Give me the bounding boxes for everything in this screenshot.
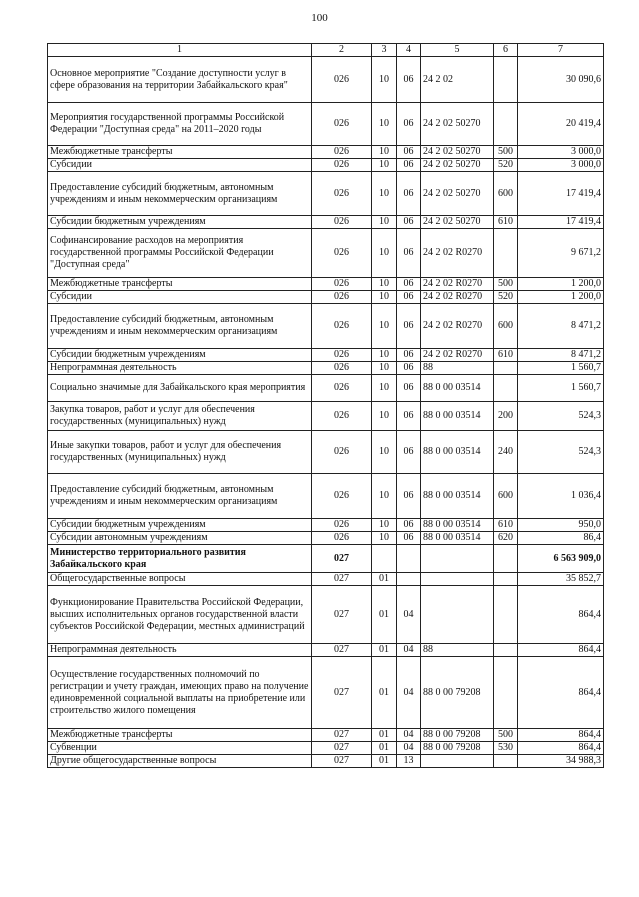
- row-expense-type: [494, 375, 518, 402]
- table-row: [48, 742, 604, 755]
- row-target-article: 24 2 02 R0270: [421, 304, 494, 349]
- row-section-code: 10: [372, 304, 397, 349]
- row-amount: 17 419,4: [518, 172, 604, 216]
- row-name: Субсидии автономным учреждениям: [48, 532, 312, 545]
- row-amount: 17 419,4: [518, 216, 604, 229]
- row-name: Закупка товаров, работ и услуг для обеспечения государственных (муниципальных) нужд: [48, 402, 312, 431]
- row-name: Субсидии бюджетным учреждениям: [48, 216, 312, 229]
- row-name: Софинансирование расходов на мероприятия государственной программы Российской Федерации "Доступная среда": [48, 229, 312, 278]
- row-subsection-code: 06: [397, 532, 421, 545]
- row-section-code: 01: [372, 755, 397, 768]
- row-subsection-code: [397, 545, 421, 573]
- row-target-article: 88: [421, 644, 494, 657]
- row-subsection-code: 06: [397, 291, 421, 304]
- row-expense-type: [494, 573, 518, 586]
- row-target-article: [421, 545, 494, 573]
- row-department-code: 026: [312, 216, 372, 229]
- row-target-article: 24 2 02 R0270: [421, 291, 494, 304]
- row-amount: 950,0: [518, 519, 604, 532]
- row-department-code: 027: [312, 657, 372, 729]
- row-expense-type: [494, 586, 518, 644]
- row-section-code: 10: [372, 103, 397, 146]
- table-row: [48, 474, 604, 519]
- row-name: Межбюджетные трансферты: [48, 278, 312, 291]
- row-name: Предоставление субсидий бюджетным, автономным учреждениям и иным некоммерческим организациям: [48, 304, 312, 349]
- row-target-article: 24 2 02 50270: [421, 216, 494, 229]
- row-section-code: 10: [372, 474, 397, 519]
- row-amount: 6 563 909,0: [518, 545, 604, 573]
- row-target-article: 24 2 02 R0270: [421, 229, 494, 278]
- row-department-code: 026: [312, 103, 372, 146]
- row-target-article: 24 2 02 R0270: [421, 278, 494, 291]
- row-section-code: 10: [372, 278, 397, 291]
- row-expense-type: [494, 545, 518, 573]
- row-section-code: 10: [372, 57, 397, 103]
- row-name: Осуществление государственных полномочий по регистрации и учету граждан, имеющих право на получение единовременной социальной выплаты на приобретение или строительство жилого помещения: [48, 657, 312, 729]
- row-department-code: 026: [312, 159, 372, 172]
- table-row: [48, 729, 604, 742]
- table-row: [48, 57, 604, 103]
- row-amount: 1 560,7: [518, 375, 604, 402]
- row-amount: 8 471,2: [518, 349, 604, 362]
- row-name: Субвенции: [48, 742, 312, 755]
- row-target-article: 88 0 00 03514: [421, 532, 494, 545]
- column-number-row: [48, 44, 604, 57]
- row-subsection-code: 06: [397, 57, 421, 103]
- row-amount: 34 988,3: [518, 755, 604, 768]
- table-row: [48, 216, 604, 229]
- row-expense-type: [494, 644, 518, 657]
- row-subsection-code: 06: [397, 146, 421, 159]
- row-amount: 30 090,6: [518, 57, 604, 103]
- table-row: [48, 644, 604, 657]
- row-target-article: 88 0 00 03514: [421, 474, 494, 519]
- row-name: Субсидии бюджетным учреждениям: [48, 349, 312, 362]
- table-row: [48, 375, 604, 402]
- row-subsection-code: 06: [397, 229, 421, 278]
- row-expense-type: 520: [494, 159, 518, 172]
- row-department-code: 026: [312, 304, 372, 349]
- row-target-article: 24 2 02 50270: [421, 103, 494, 146]
- row-name: Иные закупки товаров, работ и услуг для обеспечения государственных (муниципальных) нужд: [48, 431, 312, 474]
- row-section-code: 01: [372, 742, 397, 755]
- row-subsection-code: 06: [397, 474, 421, 519]
- row-amount: 1 036,4: [518, 474, 604, 519]
- row-department-code: 027: [312, 742, 372, 755]
- row-expense-type: [494, 657, 518, 729]
- row-subsection-code: 06: [397, 519, 421, 532]
- table-row: [48, 278, 604, 291]
- row-expense-type: 240: [494, 431, 518, 474]
- row-target-article: 88 0 00 79208: [421, 729, 494, 742]
- row-department-code: 026: [312, 532, 372, 545]
- row-expense-type: [494, 755, 518, 768]
- row-subsection-code: 04: [397, 586, 421, 644]
- row-target-article: 88 0 00 03514: [421, 375, 494, 402]
- row-expense-type: 610: [494, 519, 518, 532]
- row-department-code: 026: [312, 57, 372, 103]
- row-subsection-code: 06: [397, 278, 421, 291]
- row-name: Межбюджетные трансферты: [48, 146, 312, 159]
- table-row: [48, 172, 604, 216]
- row-section-code: 10: [372, 291, 397, 304]
- row-section-code: [372, 545, 397, 573]
- row-subsection-code: 04: [397, 657, 421, 729]
- row-department-code: 026: [312, 474, 372, 519]
- table-row: [48, 402, 604, 431]
- column-number: 6: [494, 44, 518, 57]
- row-section-code: 10: [372, 349, 397, 362]
- row-target-article: [421, 755, 494, 768]
- row-expense-type: [494, 362, 518, 375]
- row-subsection-code: 06: [397, 349, 421, 362]
- row-amount: 1 200,0: [518, 291, 604, 304]
- row-department-code: 026: [312, 172, 372, 216]
- column-number: 7: [518, 44, 604, 57]
- row-expense-type: 610: [494, 216, 518, 229]
- row-section-code: 10: [372, 402, 397, 431]
- row-section-code: 10: [372, 375, 397, 402]
- column-number: 4: [397, 44, 421, 57]
- row-name: Непрограммная деятельность: [48, 644, 312, 657]
- table-row: [48, 146, 604, 159]
- table-row: [48, 362, 604, 375]
- row-subsection-code: 04: [397, 742, 421, 755]
- row-expense-type: 200: [494, 402, 518, 431]
- row-subsection-code: 06: [397, 375, 421, 402]
- row-target-article: 88: [421, 362, 494, 375]
- row-expense-type: 500: [494, 278, 518, 291]
- row-amount: 1 200,0: [518, 278, 604, 291]
- row-department-code: 026: [312, 349, 372, 362]
- table-row: [48, 755, 604, 768]
- row-amount: 20 419,4: [518, 103, 604, 146]
- row-amount: 86,4: [518, 532, 604, 545]
- table-row: [48, 349, 604, 362]
- row-target-article: 24 2 02 R0270: [421, 349, 494, 362]
- row-department-code: 027: [312, 729, 372, 742]
- column-number: 5: [421, 44, 494, 57]
- row-expense-type: 600: [494, 172, 518, 216]
- row-section-code: 10: [372, 519, 397, 532]
- row-name: Социально значимые для Забайкальского края мероприятия: [48, 375, 312, 402]
- row-expense-type: [494, 57, 518, 103]
- row-name: Функционирование Правительства Российской Федерации, высших исполнительных органов государственной власти субъектов Российской Федерации, местных администраций: [48, 586, 312, 644]
- row-name: Другие общегосударственные вопросы: [48, 755, 312, 768]
- row-expense-type: [494, 103, 518, 146]
- column-number: 1: [48, 44, 312, 57]
- row-expense-type: 520: [494, 291, 518, 304]
- row-section-code: 01: [372, 573, 397, 586]
- column-number: 3: [372, 44, 397, 57]
- row-section-code: 10: [372, 146, 397, 159]
- row-target-article: 88 0 00 79208: [421, 742, 494, 755]
- row-expense-type: 610: [494, 349, 518, 362]
- table-row: [48, 103, 604, 146]
- row-department-code: 027: [312, 755, 372, 768]
- row-section-code: 10: [372, 229, 397, 278]
- row-name: Субсидии: [48, 159, 312, 172]
- row-amount: 864,4: [518, 729, 604, 742]
- budget-table: [47, 43, 604, 768]
- table-row: [48, 159, 604, 172]
- row-subsection-code: 06: [397, 172, 421, 216]
- row-amount: 3 000,0: [518, 159, 604, 172]
- row-section-code: 10: [372, 431, 397, 474]
- row-target-article: 88 0 00 03514: [421, 431, 494, 474]
- row-department-code: 027: [312, 545, 372, 573]
- row-department-code: 026: [312, 278, 372, 291]
- table-row: [48, 304, 604, 349]
- row-subsection-code: 04: [397, 644, 421, 657]
- row-section-code: 10: [372, 362, 397, 375]
- row-department-code: 027: [312, 644, 372, 657]
- row-department-code: 026: [312, 291, 372, 304]
- row-subsection-code: [397, 573, 421, 586]
- row-subsection-code: 06: [397, 159, 421, 172]
- row-amount: 864,4: [518, 742, 604, 755]
- row-expense-type: 500: [494, 729, 518, 742]
- row-amount: 864,4: [518, 644, 604, 657]
- table-row: [48, 532, 604, 545]
- row-name: Основное мероприятие "Создание доступности услуг в сфере образования на территории Забайкальского края": [48, 57, 312, 103]
- row-name: Предоставление субсидий бюджетным, автономным учреждениям и иным некоммерческим организациям: [48, 172, 312, 216]
- row-section-code: 01: [372, 729, 397, 742]
- row-amount: 3 000,0: [518, 146, 604, 159]
- row-name: Предоставление субсидий бюджетным, автономным учреждениям и иным некоммерческим организациям: [48, 474, 312, 519]
- row-expense-type: 500: [494, 146, 518, 159]
- row-amount: 524,3: [518, 431, 604, 474]
- page-number: 100: [311, 12, 328, 24]
- table-row: [48, 545, 604, 573]
- row-expense-type: 530: [494, 742, 518, 755]
- table-row: [48, 519, 604, 532]
- row-target-article: [421, 573, 494, 586]
- row-subsection-code: 06: [397, 402, 421, 431]
- row-expense-type: 600: [494, 474, 518, 519]
- row-subsection-code: 13: [397, 755, 421, 768]
- row-subsection-code: 06: [397, 431, 421, 474]
- row-amount: 864,4: [518, 586, 604, 644]
- row-name: Непрограммная деятельность: [48, 362, 312, 375]
- row-section-code: 10: [372, 172, 397, 216]
- row-expense-type: 600: [494, 304, 518, 349]
- row-target-article: 24 2 02: [421, 57, 494, 103]
- column-number: 2: [312, 44, 372, 57]
- row-name: Субсидии: [48, 291, 312, 304]
- table-row: [48, 657, 604, 729]
- row-amount: 864,4: [518, 657, 604, 729]
- row-expense-type: [494, 229, 518, 278]
- row-amount: 524,3: [518, 402, 604, 431]
- row-target-article: 24 2 02 50270: [421, 172, 494, 216]
- row-department-code: 027: [312, 586, 372, 644]
- row-target-article: 88 0 00 79208: [421, 657, 494, 729]
- row-department-code: 026: [312, 431, 372, 474]
- row-section-code: 01: [372, 644, 397, 657]
- table-row: [48, 291, 604, 304]
- row-subsection-code: 06: [397, 103, 421, 146]
- row-section-code: 01: [372, 657, 397, 729]
- row-target-article: 88 0 00 03514: [421, 519, 494, 532]
- row-amount: 9 671,2: [518, 229, 604, 278]
- row-subsection-code: 06: [397, 216, 421, 229]
- row-target-article: 88 0 00 03514: [421, 402, 494, 431]
- row-department-code: 026: [312, 229, 372, 278]
- row-expense-type: 620: [494, 532, 518, 545]
- row-section-code: 10: [372, 216, 397, 229]
- row-name: Общегосударственные вопросы: [48, 573, 312, 586]
- row-name: Межбюджетные трансферты: [48, 729, 312, 742]
- table-row: [48, 586, 604, 644]
- row-name: Мероприятия государственной программы Российской Федерации "Доступная среда" на 2011–2020 годы: [48, 103, 312, 146]
- table-row: [48, 573, 604, 586]
- row-target-article: [421, 586, 494, 644]
- row-department-code: 026: [312, 519, 372, 532]
- row-department-code: 026: [312, 362, 372, 375]
- row-subsection-code: 04: [397, 729, 421, 742]
- row-amount: 8 471,2: [518, 304, 604, 349]
- row-subsection-code: 06: [397, 304, 421, 349]
- row-name: Субсидии бюджетным учреждениям: [48, 519, 312, 532]
- table-row: [48, 431, 604, 474]
- row-amount: 1 560,7: [518, 362, 604, 375]
- row-name: Министерство территориального развития Забайкальского края: [48, 545, 312, 573]
- row-section-code: 10: [372, 532, 397, 545]
- table-row: [48, 229, 604, 278]
- row-amount: 35 852,7: [518, 573, 604, 586]
- row-department-code: 026: [312, 402, 372, 431]
- row-department-code: 026: [312, 375, 372, 402]
- row-department-code: 026: [312, 146, 372, 159]
- row-target-article: 24 2 02 50270: [421, 159, 494, 172]
- row-target-article: 24 2 02 50270: [421, 146, 494, 159]
- row-section-code: 10: [372, 159, 397, 172]
- row-department-code: 027: [312, 573, 372, 586]
- row-section-code: 01: [372, 586, 397, 644]
- row-subsection-code: 06: [397, 362, 421, 375]
